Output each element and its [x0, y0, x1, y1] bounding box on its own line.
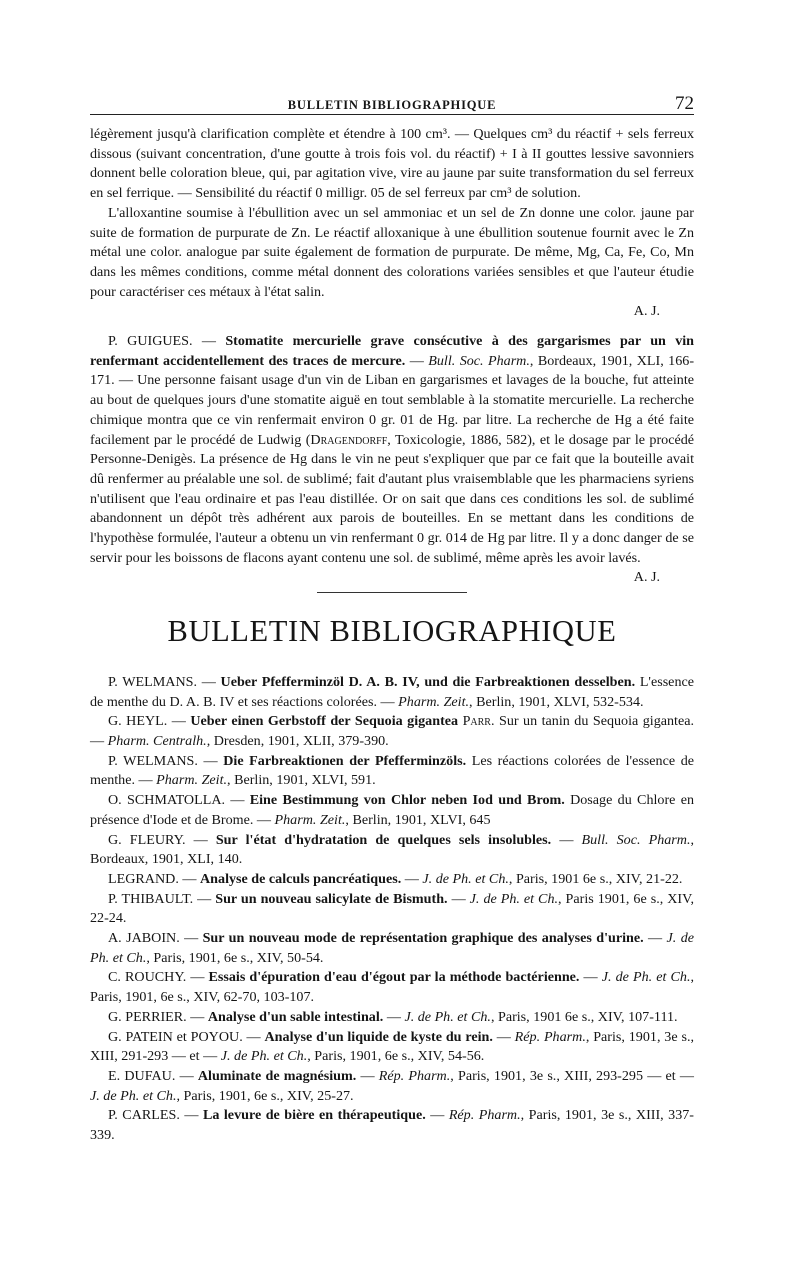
entry-journal: J. de Ph. et Ch.: [422, 870, 509, 887]
entry-author: LEGRAND.: [108, 870, 179, 887]
entry-title: Die Farbreaktionen der Pfefferminzöls.: [223, 752, 467, 769]
separator-rule: [317, 592, 467, 593]
bibliography-entry: P. WELMANS. — Die Farbreaktionen der Pfefferminzöls. Les réactions colorées de l'essence de menthe. — Pharm. Zeit., Berlin, 1901, XLVI, 591.: [90, 752, 695, 789]
abstract-text-part1: Bordeaux, 1901, XLI, 166-171. — Une personne faisant usage d'un vin de Liban en gargarismes et lavages de la bouche, fut atteinte au bout de quelques jours d'une stomatite aiguë en tout semblable à la stomatite mercurielle. La recherche chimique montra que ce vin renfermait environ 0 gr. 01 de Hg. par litre. La recherche de Hg a été faite facilement par le procédé de Ludwig (: [90, 352, 695, 448]
entry-title: Ueber einen Gerbstoff der Sequoia gigantea: [190, 713, 459, 730]
entry-text: —: [386, 1008, 401, 1025]
entry-title: Sur un nouveau mode de représentation graphique des analyses d'urine.: [202, 930, 644, 947]
entry-title: La levure de bière en thérapeutique.: [202, 1107, 426, 1124]
entry-title: Essais d'épuration d'eau d'égout par la méthode bactérienne.: [208, 969, 580, 986]
entry-author: P. CARLES.: [108, 1107, 180, 1124]
entry-text: —: [648, 930, 663, 947]
bibliography-entry: E. DUFAU. — Aluminate de magnésium. — Rép. Pharm., Paris, 1901, 3e s., XIII, 293-295 — et — J. de Ph. et Ch., Paris, 1901, 6e s., XIV, 25-27.: [90, 1067, 694, 1104]
entry-details: , Berlin, 1901, XLVI, 645: [345, 811, 491, 828]
entry-details: , Paris 1901, 6e s., XIV, 22-24.: [90, 890, 694, 927]
entry-title: Sur l'état d'hydratation de quelques sels insolubles.: [215, 831, 552, 848]
entry-title: Analyse de calculs pancréatiques.: [200, 870, 402, 887]
entry-details-2: , Paris, 1901, 6e s., XIV, 54-56.: [307, 1048, 485, 1065]
entry-journal: J. de Ph. et Ch.: [469, 890, 559, 907]
entry-author: P. THIBAULT.: [108, 890, 194, 907]
bibliography-entry: LEGRAND. — Analyse de calculs pancréatiques. — J. de Ph. et Ch., Paris, 1901 6e s., XIV, 21-22.: [108, 870, 683, 887]
page-header: [90, 92, 694, 115]
entry-text: —: [451, 890, 466, 907]
entry-text: —: [430, 1107, 445, 1124]
entry-details: , Paris, 1901, 6e s., XIV, 50-54.: [146, 949, 324, 966]
entry-text: L'essence de menthe du D. A. B. IV et ses réactions colorées. —: [90, 673, 694, 710]
entry-details: , Paris, 1901, 3e s., XIII, 337-339.: [90, 1107, 694, 1144]
entry-details: , Bordeaux, 1901, XLI, 140.: [90, 831, 695, 868]
entry-author: G. PERRIER.: [108, 1008, 187, 1025]
bibliography-entry: O. SCHMATOLLA. — Eine Bestimmung von Chlor neben Iod und Brom. Dosage du Chlore en présence d'Iode et de Brome. — Pharm. Zeit., Berlin, 1901, XLVI, 645: [90, 792, 695, 828]
abstract-text-part2: , Toxicologie, 1886, 582), et le dosage par le procédé Personne-Denigès. La présence de Hg dans le vin ne peut s'expliquer que par ce fait que la bouteille avait dû renfermer au préalable une sol. de sublimé; fait d'autant plus vraisemblable que les pharmaciens syriens n'utilisent que l'eau ordinaire et pas l'eau distillée. Or on sait que dans ces conditions les sol. de sublimé abandonnent un dépôt très adhérent aux parois de bouteilles. En se mettant dans les conditions de l'hypothèse formulée, l'auteur a obtenu un vin renfermant 0 gr. 014 de Hg par litre. Il y a donc danger de se servir pour les boissons de flacons ayant contenu une sol. de sublimé, même après les avoir lavés.: [90, 431, 695, 566]
entry-text: —: [404, 870, 419, 887]
entry-journal: J. de Ph. et Ch.: [404, 1008, 491, 1025]
bibliography-entry: C. ROUCHY. — Essais d'épuration d'eau d'égout par la méthode bactérienne. — J. de Ph. et Ch., Paris, 1901, 6e s., XIV, 62-70, 103-107.: [90, 969, 695, 1006]
entry-details: , Paris, 1901, 3e s., XIII, 291-293 — et —: [90, 1028, 694, 1065]
entry-title: Eine Bestimmung von Chlor neben Iod und Brom.: [249, 792, 565, 809]
bibliography-list: [90, 673, 694, 1146]
signature: A. J.: [633, 303, 660, 320]
bibliography-entry: G. FLEURY. — Sur l'état d'hydratation de quelques sels insolubles. — Bull. Soc. Pharm., Bordeaux, 1901, XLI, 140.: [90, 831, 695, 868]
page-body: [90, 125, 694, 1146]
entry-details: , Paris, 1901, 6e s., XIV, 62-70, 103-107.: [90, 969, 695, 1006]
article-title: Stomatite mercurielle grave consécutive à des gargarismes par un vin renfermant accidentellement des traces de mercure.: [90, 333, 695, 369]
paragraph-alloxantine: [90, 204, 694, 303]
bibliography-entry: P. CARLES. — La levure de bière en thérapeutique. — Rép. Pharm., Paris, 1901, 3e s., XIII, 337-339.: [90, 1107, 694, 1144]
entry-text: Dosage du Chlore en présence d'Iode et de Brome. —: [90, 792, 695, 828]
entry-text: Sur un tanin du Sequoia gigantea. —: [90, 713, 695, 749]
entry-author: G. FLEURY.: [108, 831, 186, 848]
page: [90, 92, 694, 1146]
entry-text: Les réactions colorées de l'essence de menthe. —: [90, 752, 695, 789]
entry-journal: Pharm. Zeit.: [156, 772, 228, 789]
entry-journal: J. de Ph. et Ch.: [90, 930, 694, 966]
entry-title: Ueber Pfefferminzöl D. A. B. IV, und die Farbreaktionen desselben.: [220, 673, 636, 690]
entry-title: Sur un nouveau salicylate de Bismuth.: [215, 890, 448, 907]
entry-text: —: [496, 1028, 511, 1045]
entry-author: P. WELMANS.: [108, 752, 198, 769]
entry-journal: Pharm. Zeit.: [274, 811, 346, 828]
author: P. GUIGUES.: [108, 333, 193, 350]
entry-journal: Rép. Pharm.: [514, 1028, 586, 1045]
entry-text: —: [559, 831, 574, 848]
page-number: 72: [675, 93, 694, 114]
bibliography-entry: A. JABOIN. — Sur un nouveau mode de représentation graphique des analyses d'urine. — J. de Ph. et Ch., Paris, 1901, 6e s., XIV, 50-54.: [90, 930, 694, 966]
entry-title: Analyse d'un liquide de kyste du rein.: [264, 1028, 493, 1045]
abstract-guigues: P. GUIGUES. — Stomatite mercurielle grave consécutive à des gargarismes par un vin renfermant accidentellement des traces de mercure. — Bull. Soc. Pharm., Bordeaux, 1901, XLI, 166-171. — Une personne faisant usage d'un vin de Liban en gargarismes et lavages de la bouche, fut atteinte au bout de quelques jours d'une stomatite aiguë en tout semblable à la stomatite mercurielle. La recherche chimique montra que ce vin renfermait environ 0 gr. 01 de Hg. par litre. La recherche de Hg a été faite facilement par le procédé de Ludwig (Dragendorff, Toxicologie, 1886, 582), et le dosage par le procédé Personne-Denigès. La présence de Hg dans le vin ne peut s'expliquer que par ce fait que la bouteille avait dû renfermer au préalable une sol. de sublimé; fait d'autant plus vraisemblable que les pharmaciens syriens n'utilisent que l'eau ordinaire et pas l'eau distillée. Or on sait que dans ces conditions les sol. de sublimé abandonnent un dépôt très adhérent aux parois de bouteilles. En se mettant dans les conditions de l'hypothèse formulée, l'auteur a obtenu un vin renfermant 0 gr. 014 de Hg par litre. Il y a donc danger de se servir pour les boissons de flacons ayant contenu une sol. de sublimé, même après les avoir lavés.: [90, 333, 695, 566]
section-heading: BULLETIN BIBLIOGRAPHIQUE: [167, 614, 617, 649]
entry-journal: J. de Ph. et Ch.: [601, 969, 691, 986]
entry-author: C. ROUCHY.: [108, 969, 187, 986]
entry-details-2: , Paris, 1901, 6e s., XIV, 25-27.: [176, 1087, 354, 1104]
reference-name: Dragendorff: [310, 431, 388, 448]
entry-journal: Rép. Pharm.: [448, 1107, 521, 1124]
entry-title: Aluminate de magnésium.: [197, 1067, 357, 1084]
entry-author: A. JABOIN.: [108, 930, 180, 947]
entry-title-author: Parr.: [462, 713, 495, 730]
entry-author: G. PATEIN et POYOU.: [108, 1028, 243, 1045]
entry-journal-2: J. de Ph. et Ch.: [220, 1048, 308, 1065]
journal-name: Bull. Soc. Pharm.: [428, 352, 530, 369]
bibliography-entry: P. THIBAULT. — Sur un nouveau salicylate de Bismuth. — J. de Ph. et Ch., Paris 1901, 6e s., XIV, 22-24.: [90, 890, 694, 927]
entry-author: P. WELMANS.: [108, 673, 198, 690]
entry-details: , Berlin, 1901, XLVI, 532-534.: [469, 693, 644, 710]
entry-details: , Berlin, 1901, XLVI, 591.: [227, 772, 376, 789]
paragraph-alloxantine-text: L'alloxantine soumise à l'ébullition avec un sel ammoniac et un sel de Zn donne une color. jaune par suite de formation de purpurate de Zn. Le réactif alloxanique à une ébullition soutenue fournit avec le Zn métal une color. analogue par suite également de formation de purpurate. De même, Mg, Ca, Fe, Co, Mn dans les mêmes conditions, comme métal donnent des colorations variées sensibles et que l'auteur étudie pour caractériser ces métaux à l'état salin.: [90, 204, 694, 300]
running-title: BULLETIN BIBLIOGRAPHIQUE: [287, 98, 497, 112]
entry-author: E. DUFAU.: [108, 1067, 176, 1084]
entry-details: , Paris, 1901, 3e s., XIII, 293-295 — et —: [450, 1067, 694, 1084]
entry-details: , Paris, 1901 6e s., XIV, 107-111.: [490, 1008, 678, 1025]
entry-text: —: [360, 1067, 375, 1084]
bibliography-entry: P. WELMANS. — Ueber Pfefferminzöl D. A. B. IV, und die Farbreaktionen desselben. L'essence de menthe du D. A. B. IV et ses réactions colorées. — Pharm. Zeit., Berlin, 1901, XLVI, 532-534.: [90, 673, 694, 710]
entry-details: , Paris, 1901 6e s., XIV, 21-22.: [508, 870, 683, 887]
entry-journal: Rép. Pharm.: [378, 1067, 451, 1084]
entry-title: Analyse d'un sable intestinal.: [207, 1008, 384, 1025]
entry-details: , Dresden, 1901, XLII, 379-390.: [206, 732, 389, 749]
entry-journal: Pharm. Zeit.: [398, 693, 470, 710]
entry-text: —: [583, 969, 598, 986]
entry-author: G. HEYL.: [108, 713, 168, 730]
entry-journal: Pharm. Centralh.: [107, 732, 207, 749]
entry-journal-2: J. de Ph. et Ch.: [90, 1087, 177, 1104]
bibliography-entry: G. PATEIN et POYOU. — Analyse d'un liquide de kyste du rein. — Rép. Pharm., Paris, 1901, 3e s., XIII, 291-293 — et — J. de Ph. et Ch., Paris, 1901, 6e s., XIV, 54-56.: [90, 1028, 694, 1065]
entry-journal: Bull. Soc. Pharm.: [581, 831, 691, 848]
paragraph-reactif: légèrement jusqu'à clarification complète et étendre à 100 cm³. — Quelques cm³ du réactif + sels ferreux dissous (suivant concentration, d'une goutte à trois fois vol. du réactif) + I à II gouttes lessive savonniers donnent belle coloration bleue, qui, par agitation vive, vire au jaune par suite transformation du sel ferreux en sel ferrique. — Sensibilité du réactif 0 milligr. 05 de sel ferreux par cm³ de solution.: [90, 126, 694, 202]
entry-author: O. SCHMATOLLA.: [108, 792, 226, 809]
bibliography-entry: G. HEYL. — Ueber einen Gerbstoff der Sequoia gigantea Parr. Sur un tanin du Sequoia gigantea. — Pharm. Centralh., Dresden, 1901, XLII, 379-390.: [90, 713, 695, 749]
signature: A. J.: [633, 569, 660, 586]
bibliography-entry: G. PERRIER. — Analyse d'un sable intestinal. — J. de Ph. et Ch., Paris, 1901 6e s., XIV, 107-111.: [108, 1008, 678, 1025]
